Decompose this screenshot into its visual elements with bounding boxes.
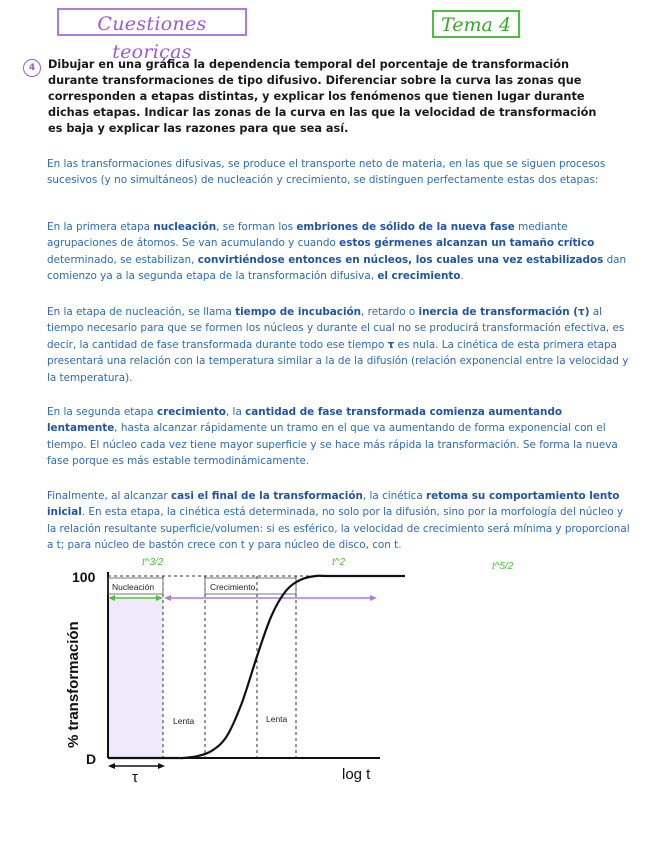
x-axis-label: log t [342, 766, 371, 783]
y-axis-label: % transformación [65, 621, 82, 748]
paragraph-final: Finalmente, al alcanzar casi el final de la transformación, la cinética retoma su comportamiento lento inicial. En esta etapa, la cinética está determinada, no solo por la difusión, sino por la morfología del núcleo y la relación resultante superficie/volumen: si es esférico, la velocidad de crecimiento será mínima y proporcional a t; para núcleo de bastón crece con t y para núcleo de disco, con t. [47, 490, 630, 552]
annotation-t-5-2: t^5/2 [492, 561, 514, 572]
header-tema: Tema 4 [432, 10, 520, 38]
annotation-t-3-2: t^3/2 [142, 557, 164, 568]
label-lenta-start: Lenta [173, 716, 195, 726]
tau-arrow-left [108, 763, 115, 769]
paragraph-nucleation: En la primera etapa nucleación, se forman los embriones de sólido de la nueva fase mediante agrupaciones de átomos. Se van acumulando y cuando estos gérmenes alcanzan un tamaño crítico determinado, se estabilizan, convirtiéndose entonces en núcleos, los cuales una vez estabilizados dan comienzo ya a la segunda etapa de la transformación difusiva, el crecimiento. [47, 221, 627, 283]
annotation-t-2: t^2 [332, 557, 346, 568]
tau-label: τ [132, 769, 138, 786]
growth-arrow-left [164, 595, 171, 601]
paragraph-growth: En la segunda etapa crecimiento, la cantidad de fase transformada comienza aumentando lentamente, hasta alcanzar rápidamente un tramo en el que va aumentando de forma exponencial con el tiempo. El núcleo cada vez tiene mayor superficie y se hace más rápida la transformación. Se forma la nueva fase porque es más estable termodinámicamente. [47, 406, 618, 468]
label-crecimiento: Crecimiento [210, 582, 256, 592]
question-number-badge: 4 [23, 59, 41, 77]
nucleation-shade [108, 600, 163, 758]
label-lenta-end: Lenta [266, 714, 288, 724]
y-bottom-label: D [86, 751, 97, 767]
y-top-label: 100 [72, 569, 96, 585]
paragraph-incubation: En la etapa de nucleación, se llama tiempo de incubación, retardo o inercia de transformación (τ) al tiempo necesario para que se formen los núcleos y durante el cual no se producirá transformación efectiva, es decir, la cantidad de fase transformada durante todo ese tiempo τ es nula. La cinética de esta primera etapa presentará una relación con la temperatura similar a la de la difusión (relación exponencial entre la velocidad y la temperatura). [47, 306, 629, 384]
paragraph-intro: En las transformaciones difusivas, se produce el transporte neto de materia, en las que se siguen procesos sucesivos (y no simultáneos) de nucleación y crecimiento, se distinguen perfectamente estas dos etapas: [47, 158, 606, 187]
tau-arrow-right [158, 763, 165, 769]
header-title: Cuestiones teoricas [57, 8, 247, 36]
question-text: Dibujar en una gráfica la dependencia temporal del porcentaje de transformación durante transformaciones de tipo difusivo. Diferenciar sobre la curva las zonas que corresponden a etapas distintas, y explicar los fenómenos que tienen lugar durante dichas etapas. Indicar las zonas de la curva en las que la velocidad de transformación es baja y explicar las razones para que sea así. [48, 58, 597, 135]
transformation-chart [60, 552, 540, 792]
label-nucleacion: Nucleación [112, 582, 155, 592]
growth-arrow-right [370, 595, 377, 601]
